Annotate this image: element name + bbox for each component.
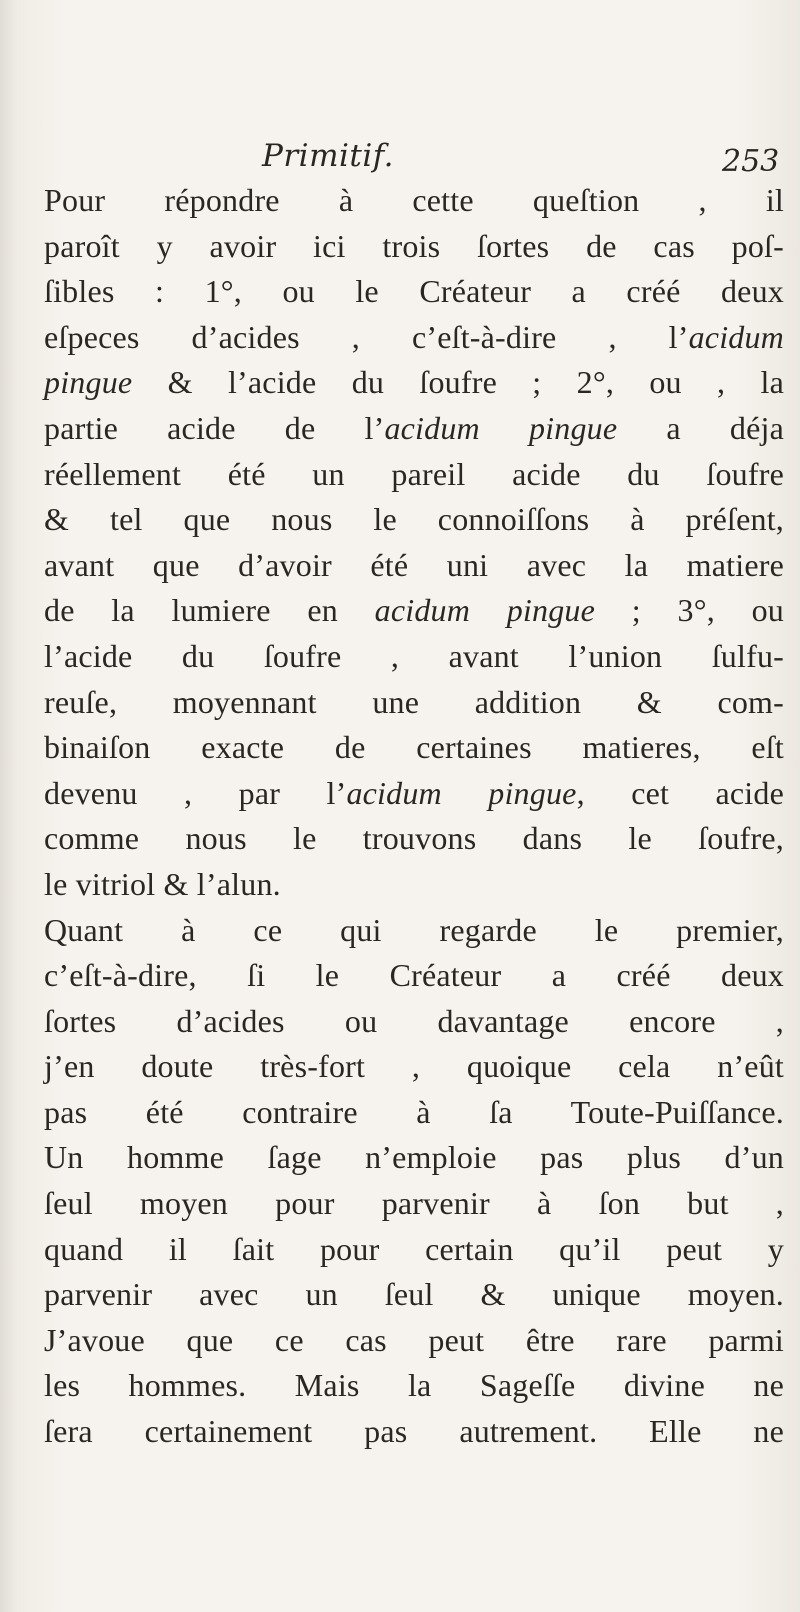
text-segment: Quant à ce qui regarde le premier,	[44, 911, 784, 948]
text-line	[44, 452, 784, 498]
text-line	[44, 680, 784, 726]
text-line	[44, 1181, 784, 1227]
italic-term: acidum	[688, 318, 784, 355]
text-line	[44, 1090, 784, 1136]
text-segment: le vitriol & l’alun.	[44, 865, 281, 902]
text-segment: & tel que nous le connoiſſons à préſent,	[44, 501, 784, 538]
text-line	[44, 634, 784, 680]
text-line	[44, 315, 784, 361]
text-segment: ſortes d’acides ou davantage encore ,	[44, 1002, 784, 1039]
text-segment: c’eſt-à-dire, ſi le Créateur a créé deux	[44, 957, 784, 994]
text-segment: les hommes. Mais la Sageſſe divine ne	[44, 1367, 784, 1404]
text-segment: comme nous le trouvons dans le ſoufre,	[44, 820, 784, 857]
page-gutter-shadow	[0, 0, 18, 1612]
text-segment: quand il ſait pour certain qu’il peut y	[44, 1230, 784, 1267]
text-line	[44, 953, 784, 999]
text-segment: ; 3°, ou	[595, 592, 785, 629]
text-line	[44, 999, 784, 1045]
text-line	[44, 1227, 784, 1273]
running-head: Primitif.	[262, 138, 394, 174]
text-segment: pas été contraire à ſa Toute-Puiſſance.	[44, 1093, 784, 1130]
text-segment: a déja	[617, 409, 784, 446]
text-segment: J’avoue que ce cas peut être rare parmi	[44, 1321, 784, 1358]
text-line	[44, 1044, 784, 1090]
page-header	[262, 138, 792, 182]
text-line	[44, 725, 784, 771]
text-segment: Un homme ſage n’emploie pas plus d’un	[44, 1139, 784, 1176]
text-segment: parvenir avec un ſeul & unique moyen.	[44, 1276, 784, 1313]
italic-term: acidum pingue	[374, 592, 596, 629]
text-segment: ſera certainement pas autrement. Elle ne	[44, 1413, 784, 1450]
text-line	[44, 1318, 784, 1364]
text-line	[44, 1272, 784, 1318]
italic-term: pingue	[44, 364, 133, 401]
text-segment: partie acide de l’	[44, 409, 385, 446]
text-segment: l’acide du ſoufre , avant l’union ſulfu-	[44, 637, 784, 674]
text-segment: avant que d’avoir été uni avec la matiere	[44, 546, 784, 583]
text-line	[44, 816, 784, 862]
text-segment: , cet acide	[576, 774, 785, 811]
text-line	[44, 1363, 784, 1409]
text-segment: de la lumiere en	[44, 592, 375, 629]
text-line	[44, 908, 784, 954]
text-segment: paroît y avoir ici trois ſortes de cas poſ-	[44, 227, 784, 264]
text-line	[44, 862, 784, 908]
text-line	[44, 543, 784, 589]
text-segment: j’en doute très-fort , quoique cela n’eût	[44, 1048, 784, 1085]
text-segment: & l’acide du ſoufre ; 2°, ou , la	[132, 364, 784, 401]
italic-term: acidum pingue	[346, 774, 577, 811]
text-line	[44, 1135, 784, 1181]
text-segment: devenu , par l’	[44, 774, 347, 811]
text-line	[44, 406, 784, 452]
text-line	[44, 224, 784, 270]
text-line	[44, 360, 784, 406]
text-segment: reuſe, moyennant une addition & com-	[44, 683, 784, 720]
text-segment: eſpeces d’acides , c’eſt-à-dire , l’	[44, 318, 689, 355]
text-line	[44, 269, 784, 315]
text-line	[44, 588, 784, 634]
text-segment: binaiſon exacte de certaines matieres, eſt	[44, 729, 784, 766]
italic-term: acidum pingue	[384, 409, 618, 446]
body-text	[44, 178, 784, 1455]
text-line	[44, 497, 784, 543]
text-segment: réellement été un pareil acide du ſoufre	[44, 455, 784, 492]
text-line	[44, 771, 784, 817]
text-line	[44, 178, 784, 224]
text-segment: ſeul moyen pour parvenir à ſon but ,	[44, 1185, 784, 1222]
page-number: 253	[722, 144, 780, 179]
text-segment: ſibles : 1°, ou le Créateur a créé deux	[44, 273, 784, 310]
text-segment: Pour répondre à cette queſtion , il	[44, 182, 784, 218]
text-line	[44, 1409, 784, 1455]
